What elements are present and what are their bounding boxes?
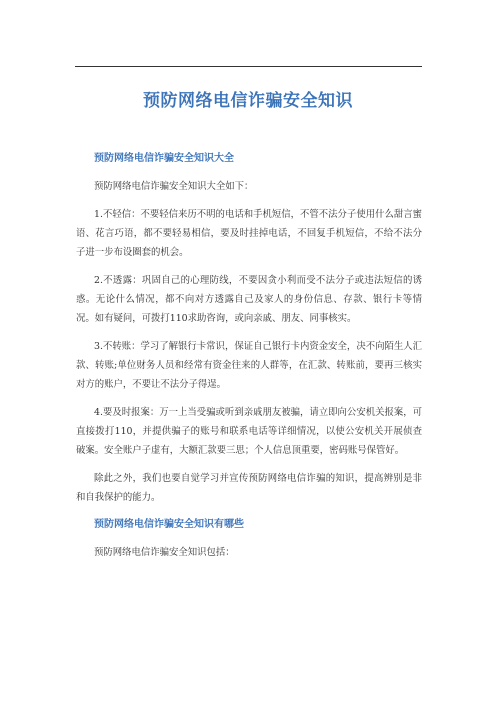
section-heading-1: 预防网络电信诈骗安全知识大全 (94, 153, 234, 164)
tip-item-1: 1.不轻信：不要轻信来历不明的电话和手机短信，不管不法分子使用什么甜言蜜语、花言巧语，都不要轻易相信，要及时挂掉电话，不回复手机短信，不给不法分子进一步布设圈套的机会。 (76, 209, 422, 258)
closing-paragraph: 除此之外，我们也要自觉学习并宣传预防网络电信诈骗的知识，提高辨别是非和自我保护的能力。 (76, 473, 422, 503)
tip-item-2: 2.不透露：巩固自己的心理防线，不要因贪小利而受不法分子或违法短信的诱惑。无论什么情况，都不向对方透露自己及家人的身份信息、存款、银行卡等情况。如有疑问，可拨打110求助咨询，或向亲戚、朋友、同事核实。 (76, 275, 422, 324)
document-title: 预防网络电信诈骗安全知识 (143, 91, 353, 111)
section-2-intro: 预防网络电信诈骗安全知识包括： (94, 547, 235, 558)
section-1-intro: 预防网络电信诈骗安全知识大全如下： (94, 181, 254, 192)
document-body (76, 152, 422, 562)
tip-item-3: 3.不转账：学习了解银行卡常识，保证自己银行卡内资金安全，决不向陌生人汇款、转账;单位财务人员和经常有资金往来的人群等，在汇款、转账前，要再三核实对方的账户，不要让不法分子得逞。 (76, 341, 422, 390)
header-rule (75, 66, 422, 67)
section-heading-2: 预防网络电信诈骗安全知识有哪些 (94, 519, 244, 530)
tip-item-4: 4.要及时报案：万一上当受骗或听到亲戚朋友被骗，请立即向公安机关报案，可直接拨打110，并提供骗子的账号和联系电话等详细情况，以使公安机关开展侦查破案。安全账户子虚有，大额汇款要三思；个人信息顶重要，密码账号保管好。 (76, 407, 422, 456)
